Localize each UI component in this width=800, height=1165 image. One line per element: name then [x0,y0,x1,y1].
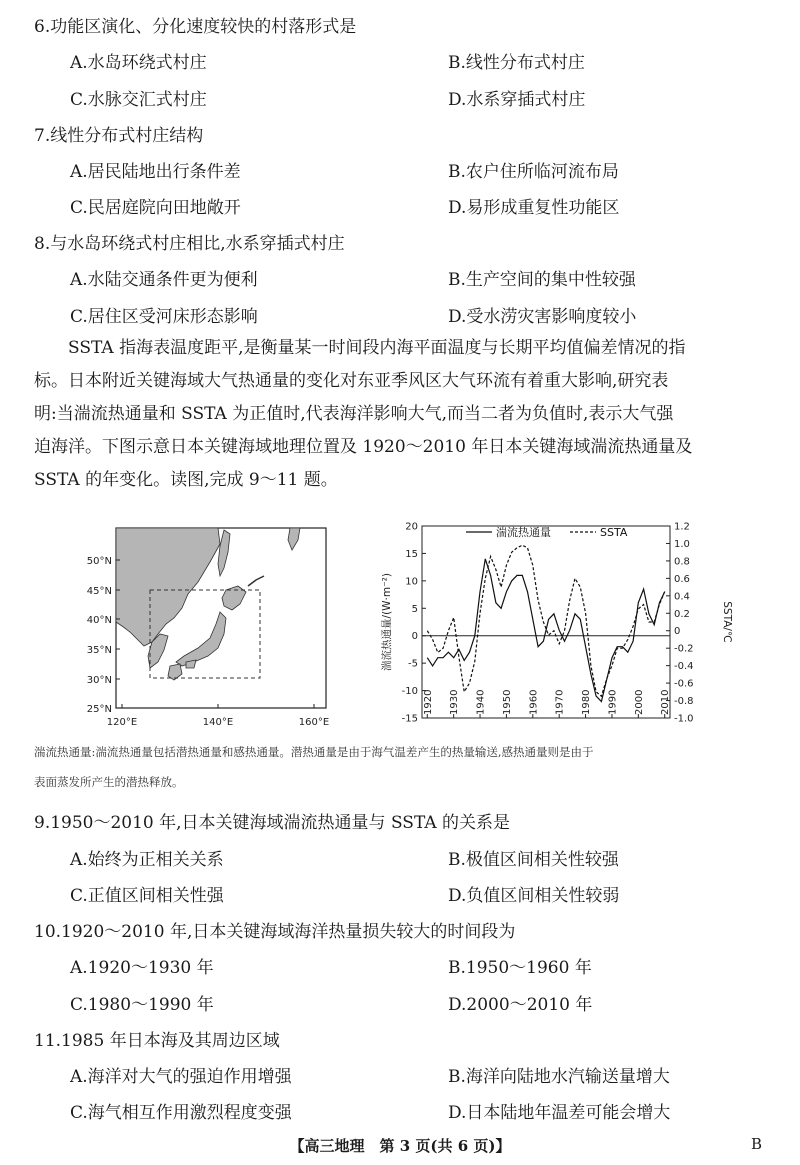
question-7-stem: 7.线性分布式村庄结构 [34,126,204,146]
y2-tick-label: -0.6 [674,678,694,690]
q11-option-a[interactable]: A.海洋对大气的强迫作用增强 [70,1067,292,1087]
x-tick-label: 1950 [501,689,513,715]
y-axis-title: 湍流热通量/(W·m⁻²) [381,573,393,671]
q8-option-d[interactable]: D.受水涝灾害影响度较小 [448,307,637,327]
y2-tick-label: 0.4 [674,591,690,603]
x-tick-label: 1970 [554,689,566,715]
legend-label-ssta: SSTA [600,526,628,539]
q7-option-c[interactable]: C.民居庭院向田地敞开 [70,198,241,218]
y-tick-label: -5 [408,658,418,670]
y2-tick-label: 1.0 [674,538,690,550]
x-tick-label: 1930 [449,689,461,715]
heat-flux-ssta-chart [374,518,744,734]
intro-line: 标。日本附近关键海域大气热通量的变化对东亚季风区大气环流有着重大影响,研究表 [34,371,669,391]
y2-tick-label: 0.2 [674,608,690,620]
location-map [78,522,338,734]
note-line: 表面蒸发所产生的潜热释放。 [34,775,184,789]
intro-paragraph [34,332,774,497]
q8-option-b[interactable]: B.生产空间的集中性较强 [448,270,636,290]
x-tick-label: 1980 [581,689,593,715]
x-tick-label: 1990 [607,689,619,715]
q7-option-b[interactable]: B.农户住所临河流布局 [448,162,619,182]
x-tick-label: 1920 [422,689,434,715]
intro-line: SSTA 的年变化。读图,完成 9～11 题。 [34,470,338,490]
lat-label-45: 45°N [86,586,112,597]
question-9-stem: 9.1950～2010 年,日本关键海域湍流热通量与 SSTA 的关系是 [34,813,511,833]
intro-line: 迫海洋。下图示意日本关键海域地理位置及 1920～2010 年日本关键海域湍流热通量及 [34,437,693,457]
page-footer: 【高三地理 第 3 页(共 6 页)】 [289,1137,511,1155]
intro-line: SSTA 指海表温度距平,是衡量某一时间段内海平面温度与长期平均值偏差情况的指 [68,338,686,358]
lat-label-25: 25°N [86,704,112,715]
plot-frame [422,526,670,718]
q9-option-a[interactable]: A.始终为正相关关系 [70,850,224,870]
question-8-stem: 8.与水岛环绕式村庄相比,水系穿插式村庄 [34,234,345,254]
q8-option-c[interactable]: C.居住区受河床形态影响 [70,307,258,327]
q7-option-a[interactable]: A.居民陆地出行条件差 [70,162,241,182]
y2-tick-label: -0.8 [674,696,694,708]
y-tick-label: -15 [401,713,418,725]
lon-label-140: 140°E [202,717,234,728]
q10-option-a[interactable]: A.1920～1930 年 [70,958,214,978]
y-tick-label: 15 [405,548,418,560]
y2-tick-label: -0.2 [674,643,694,655]
q6-option-b[interactable]: B.线性分布式村庄 [448,53,585,73]
lat-label-30: 30°N [86,675,112,686]
q6-option-a[interactable]: A.水岛环绕式村庄 [70,53,207,73]
q9-option-b[interactable]: B.极值区间相关性较强 [448,850,619,870]
legend-label-heat-flux: 湍流热通量 [496,526,551,539]
q9-option-d[interactable]: D.负值区间相关性较弱 [448,886,620,906]
intro-line: 明:当湍流热通量和 SSTA 为正值时,代表海洋影响大气,而当二者为负值时,表示大气强 [34,404,674,424]
series-line-ssta [427,545,664,696]
y2-tick-label: -0.4 [674,661,694,673]
q6-option-c[interactable]: C.水脉交汇式村庄 [70,90,207,110]
q7-option-d[interactable]: D.易形成重复性功能区 [448,198,620,218]
lon-label-120: 120°E [106,717,138,728]
q6-option-d[interactable]: D.水系穿插式村庄 [448,90,586,110]
figure-note [34,737,774,797]
y2-tick-label: 1.2 [674,521,690,533]
note-line: 湍流热通量:湍流热通量包括潜热通量和感热通量。潜热通量是由于海气温差产生的热量输送,感热通量则是由于 [34,745,594,759]
paper-version-mark: B [750,1135,762,1153]
y-tick-label: 0 [411,631,418,643]
x-tick-label: 2000 [633,689,645,715]
q10-option-c[interactable]: C.1980～1990 年 [70,995,214,1015]
y-tick-label: 20 [405,521,418,533]
y-tick-label: 10 [405,576,418,588]
y2-tick-label: 0 [674,626,681,638]
question-11-stem: 11.1985 年日本海及其周边区域 [34,1031,280,1051]
y-tick-label: -10 [401,686,418,698]
q8-option-a[interactable]: A.水陆交通条件更为便利 [70,270,258,290]
question-10-stem: 10.1920～2010 年,日本关键海域海洋热量损失较大的时间段为 [34,922,516,942]
y2-tick-label: 0.6 [674,573,690,585]
question-6-stem: 6.功能区演化、分化速度较快的村落形式是 [34,17,357,37]
x-tick-label: 1940 [475,689,487,715]
q10-option-b[interactable]: B.1950～1960 年 [448,958,592,978]
lon-label-160: 160°E [298,717,330,728]
x-tick-label: 1960 [528,689,540,715]
lat-label-50: 50°N [86,556,112,567]
q10-option-d[interactable]: D.2000～2010 年 [448,995,593,1015]
y-tick-label: 5 [411,603,418,615]
q11-option-d[interactable]: D.日本陆地年温差可能会增大 [448,1103,671,1123]
lat-label-40: 40°N [86,615,112,626]
q11-option-b[interactable]: B.海洋向陆地水汽输送量增大 [448,1067,670,1087]
y2-tick-label: 0.8 [674,556,690,568]
y2-axis-title: SSTA/℃ [721,601,733,643]
y2-tick-label: -1.0 [674,713,694,725]
lat-label-35: 35°N [86,645,112,656]
q9-option-c[interactable]: C.正值区间相关性强 [70,886,224,906]
x-tick-label: 2010 [660,689,672,715]
q11-option-c[interactable]: C.海气相互作用激烈程度变强 [70,1103,292,1123]
